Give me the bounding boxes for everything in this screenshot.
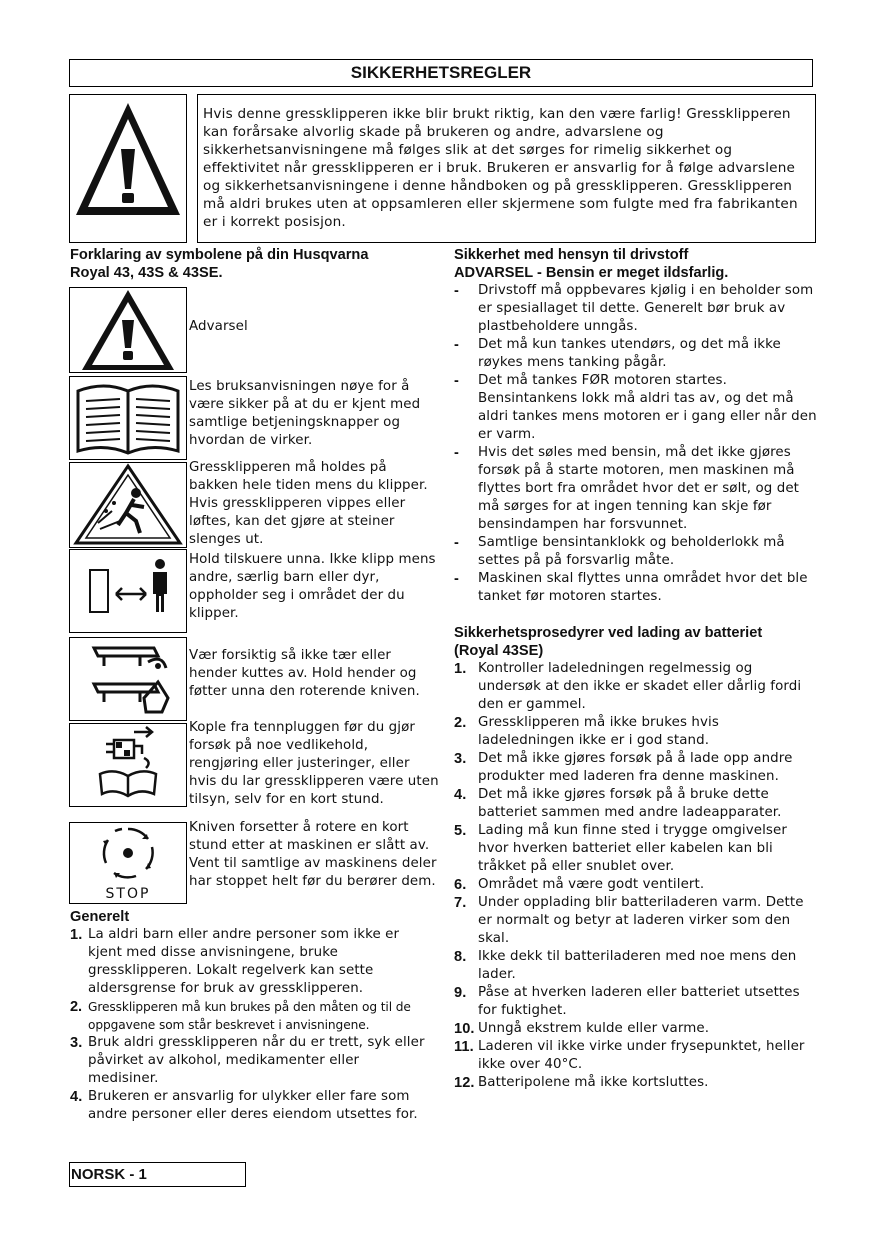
stop-label: STOP bbox=[105, 886, 151, 902]
battery-list bbox=[454, 660, 819, 1092]
list-item: 7. Under opplading blir batteriladeren varm. Dette er normalt og betyr at laderen virker som den skal. bbox=[454, 895, 804, 946]
symbols-heading: Forklaring av symbolene på din Husqvarna Royal 43, 43S & 43SE. bbox=[70, 247, 369, 281]
right-column bbox=[454, 246, 819, 1092]
open-manual-icon bbox=[69, 376, 187, 460]
general-heading: Generelt bbox=[70, 909, 130, 925]
list-item: - Hvis det søles med bensin, må det ikke gjøres forsøk på å starte motoren, men maskinen må flyttes bort fra området hvor det er sølt, og det må sørges for at ingen tenning kan skje før bensindampen har forsvunnet. bbox=[454, 445, 800, 532]
spark-plug-manual-icon bbox=[69, 723, 187, 807]
symbol-text: Gressklipperen må holdes på bakken hele tiden mens du klipper. Hvis gressklipperen vippes eller løftes, kan det gjøre at steiner slenges ut. bbox=[189, 460, 428, 547]
page-footer: NORSK - 1 bbox=[69, 1162, 246, 1187]
symbol-text: Kniven forsetter å rotere en kort stund etter at maskinen er slått av. Vent til samtlige av maskinens deler har stoppet helt før du berører dem. bbox=[189, 820, 437, 889]
list-item: - Maskinen skal flyttes unna området hvor det ble tanket før motoren startes. bbox=[454, 571, 808, 604]
list-item: 1. La aldri barn eller andre personer som ikke er kjent med disse anvisningene, bruke gressklipperen. Lokalt regelverk kan sette aldersgrense for bruk av gressklipperen. bbox=[70, 927, 400, 996]
list-item: 2. Gressklipperen må ikke brukes hvis ladeledningen ikke er i god stand. bbox=[454, 715, 719, 748]
general-section bbox=[70, 908, 425, 1124]
warning-triangle-icon bbox=[69, 94, 187, 243]
left-column bbox=[70, 246, 439, 1122]
list-item: 4. Brukeren er ansvarlig for ulykker eller fare som andre personer eller deres eiendom utsettes for. bbox=[70, 1089, 418, 1122]
warning-triangle-icon bbox=[69, 287, 187, 373]
list-item: 10. Unngå ekstrem kulde eller varme. bbox=[454, 1021, 710, 1037]
list-item: 12. Batteripolene må ikke kortsluttes. bbox=[454, 1075, 709, 1091]
list-item: 8. Ikke dekk til batteriladeren med noe mens den lader. bbox=[454, 949, 797, 982]
list-item: 9. Påse at hverken laderen eller batteriet utsettes for fuktighet. bbox=[454, 985, 800, 1018]
list-item: - Drivstoff må oppbevares kjølig i en beholder som er spesiallaget til dette. Generelt bør bruk av plastbeholdere unngås. bbox=[454, 283, 814, 334]
list-item: 11. Laderen vil ikke virke under frysepunktet, heller ikke over 40°C. bbox=[454, 1039, 805, 1072]
fuel-list bbox=[454, 282, 819, 606]
list-item: 4. Det må ikke gjøres forsøk på å bruke dette batteriet sammen med andre ladeapparater. bbox=[454, 787, 782, 820]
list-item: 3. Det må ikke gjøres forsøk på å lade opp andre produkter med laderen fra denne maskinen. bbox=[454, 751, 793, 784]
intro-warning-text: Hvis denne gressklipperen ikke blir brukt riktig, kan den være farlig! Gressklipperen kan forårsake alvorlig skade på brukeren og andre, advarslene og sikkerhetsanvisningene må følges slik at det sørges for rimelig sikkerhet og effektivitet når gressklipperen er i bruk. Brukeren er ansvarlig for å følge advarslene og sikkerhetsanvisningene i denne håndboken og på gressklipperen. Gressklipperen må aldri brukes uten at oppsamleren eller skjermene som fulgte med fra fabrikanten er i korrekt posisjon. bbox=[197, 94, 816, 243]
symbol-text: Advarsel bbox=[189, 319, 248, 334]
symbol-text: Kople fra tennpluggen før du gjør forsøk på noe vedlikehold, rengjøring eller justeringer, eller hvis du lar gressklipperen være uten tilsyn, selv for en kort stund. bbox=[189, 720, 439, 807]
list-item: - Det må kun tankes utendørs, og det må ikke røykes mens tanking pågår. bbox=[454, 337, 781, 370]
keep-distance-icon bbox=[69, 549, 187, 633]
list-item: 5. Lading må kun finne sted i trygge omgivelser hvor hverken batteriet eller kabelen kan bli tråkket på eller snublet over. bbox=[454, 823, 787, 874]
symbol-text: Vær forsiktig så ikke tær eller hender kuttes av. Hold hender og føtter unna den roterende kniven. bbox=[189, 648, 420, 699]
list-item: 1. Kontroller ladeledningen regelmessig og undersøk at den ikke er skadet eller dårlig fordi den er gammel. bbox=[454, 661, 802, 712]
rotating-blade-stop-icon bbox=[69, 822, 187, 904]
list-item: 6. Området må være godt ventilert. bbox=[454, 877, 705, 893]
blade-hand-foot-icon bbox=[69, 637, 187, 721]
fuel-heading: Sikkerhet med hensyn til drivstoff ADVARSEL - Bensin er meget ildsfarlig. bbox=[454, 247, 729, 281]
general-list bbox=[70, 926, 425, 1124]
list-item: 3. Bruk aldri gressklipperen når du er trett, syk eller påvirket av alkohol, medikamenter eller medisiner. bbox=[70, 1035, 425, 1086]
battery-heading: Sikkerhetsprosedyrer ved lading av batteriet (Royal 43SE) bbox=[454, 625, 763, 659]
list-item: - Samtlige bensintanklokk og beholderlokk må settes på på forsvarlig måte. bbox=[454, 535, 785, 568]
thrown-object-warning-icon bbox=[69, 462, 187, 548]
symbol-text: Les bruksanvisningen nøye for å være sikker på at du er kjent med samtlige betjeningsknapper og hvordan de virker. bbox=[189, 379, 421, 448]
page-title: SIKKERHETSREGLER bbox=[69, 59, 813, 87]
list-item: - Det må tankes FØR motoren startes. Bensintankens lokk må aldri tas av, og det må aldri tankes mens motoren er i gang eller når den er varm. bbox=[454, 373, 817, 442]
list-item: 2. Gressklipperen må kun brukes på den måten og til de oppgavene som står beskrevet i anvisningene. bbox=[70, 999, 411, 1032]
symbol-text: Hold tilskuere unna. Ikke klipp mens andre, særlig barn eller dyr, oppholder seg i området der du klipper. bbox=[189, 552, 436, 621]
